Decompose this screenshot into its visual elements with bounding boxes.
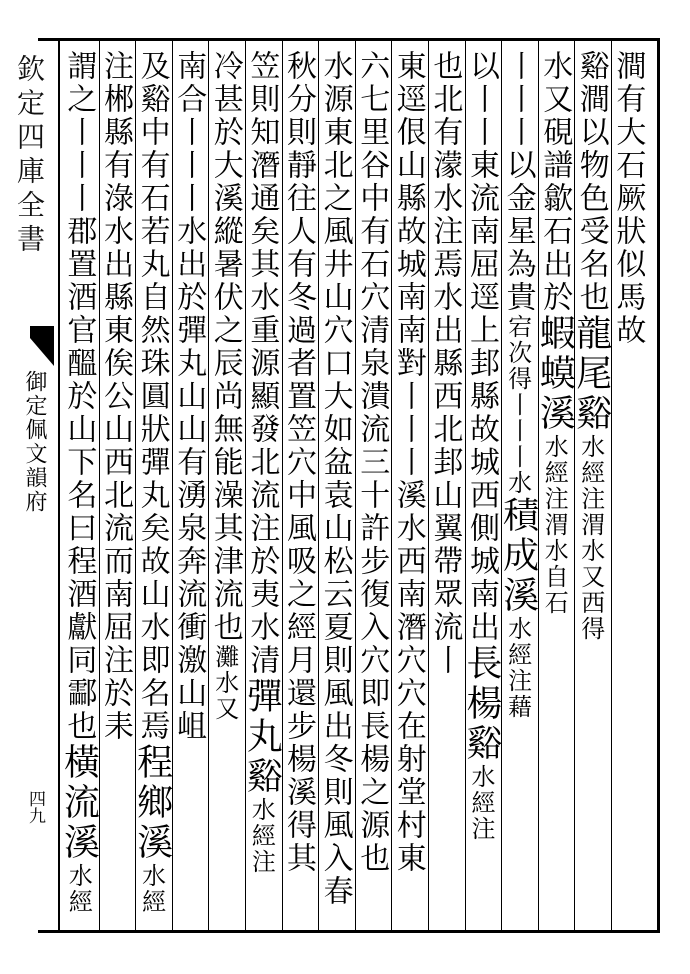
body-text: 水又硯譜歙石出於 [537, 50, 573, 314]
column-rule [538, 40, 539, 930]
frame-top-border [38, 38, 660, 41]
column-rule [428, 40, 429, 930]
annotation-text: 宕次得丨丨丨水 [503, 314, 532, 496]
column-rule [318, 40, 319, 930]
body-text: 東逕佷山縣故城南南對丨丨丨溪水西南潛穴穴在射堂村東 [390, 50, 426, 875]
text-column-14 [131, 50, 173, 926]
body-text: 笠則知潛通矣其水重源顯發北流注於夷水清 [244, 50, 280, 677]
annotation-text: 灘水又 [210, 644, 239, 722]
annotation-text: 水經注 [467, 764, 495, 842]
column-rule [501, 40, 502, 930]
column-rule [574, 40, 575, 930]
text-column-5 [461, 50, 502, 926]
entry-heading: 彈丸谿 [241, 677, 283, 797]
text-column-4 [497, 50, 539, 926]
body-text: 及谿中有石若丸自然珠圓狀彈丸矣故山水即名焉 [134, 50, 170, 743]
text-column-12 [209, 50, 245, 926]
body-text: 冷甚於大溪縱暑伏之辰尚無能澡其津流也 [207, 50, 243, 644]
column-rule [135, 40, 136, 930]
text-column-6 [428, 50, 464, 926]
text-column-3 [534, 50, 576, 926]
body-text: 六七里谷中有石穴清泉潰流三十許步復入穴即長楊之源也 [354, 50, 390, 875]
body-text: 秋分則靜往人有冬過者置笠穴中風吸之經月還步楊溪得其 [281, 50, 316, 875]
annotation-text: 水經 [137, 863, 166, 915]
body-text: 南合丨丨丨水出於彈丸山山有湧泉奔流衝激山岨 [171, 50, 207, 743]
text-column-1 [611, 50, 647, 926]
body-text: 謂之丨丨丨郡置酒官醞於山下名曰程酒獻同酃也 [61, 50, 97, 743]
text-column-16 [58, 50, 100, 926]
column-rule [355, 40, 356, 930]
page-margin [0, 40, 58, 930]
text-column-9 [319, 50, 355, 926]
body-text: 也北有濛水注焉水出縣西北邽山翼帶眾流丨 [427, 50, 463, 677]
text-column-13 [172, 50, 208, 926]
annotation-text: 水經注藉 [503, 616, 532, 720]
body-text: 水源東北之風井山穴口大如盆袁山松云夏則風出冬則風入春 [317, 50, 353, 908]
column-rule [208, 40, 209, 930]
text-column-11 [241, 50, 283, 926]
frame-bottom-border [38, 930, 660, 933]
frame-right-border [657, 38, 660, 933]
entry-heading: 蝦蟆溪 [534, 314, 576, 434]
annotation-text: 水經注渭水自石 [540, 434, 569, 616]
text-column-8 [355, 50, 391, 926]
margin-header: 欽定四庫全書 [13, 54, 46, 258]
fishtail-mark [30, 326, 54, 366]
entry-heading: 積成溪 [497, 496, 539, 616]
entry-heading: 長楊谿 [461, 644, 502, 764]
entry-heading: 橫流溪 [58, 743, 100, 863]
column-rule [245, 40, 246, 930]
annotation-text: 水經注渭水又西得 [576, 434, 605, 642]
annotation-text: 水經 [64, 863, 93, 915]
body-text: 以丨丨東流南屈逕上邽縣故城西側城南出 [464, 50, 499, 644]
text-column-7 [392, 50, 428, 926]
margin-book-title: 御定佩文韻府 [22, 370, 47, 514]
column-rule [391, 40, 392, 930]
text-column-10 [282, 50, 318, 926]
body-text: 丨丨丨以金星為貴 [500, 50, 536, 314]
body-text: 澗有大石厥狀似馬故 [610, 50, 646, 347]
column-rule [465, 40, 466, 930]
body-text: 注郴縣有淥水出縣東俟公山西北流而南屈注於耒 [98, 50, 133, 743]
page-number: 四九 [25, 790, 45, 824]
entry-heading: 龍尾谿 [570, 314, 612, 434]
text-column-2 [570, 50, 612, 926]
text-column-15 [99, 50, 135, 926]
column-rule [611, 40, 612, 930]
body-text: 谿澗以物色受名也 [573, 50, 609, 314]
annotation-text: 水經注 [247, 797, 276, 875]
entry-heading: 程鄉溪 [131, 743, 173, 863]
